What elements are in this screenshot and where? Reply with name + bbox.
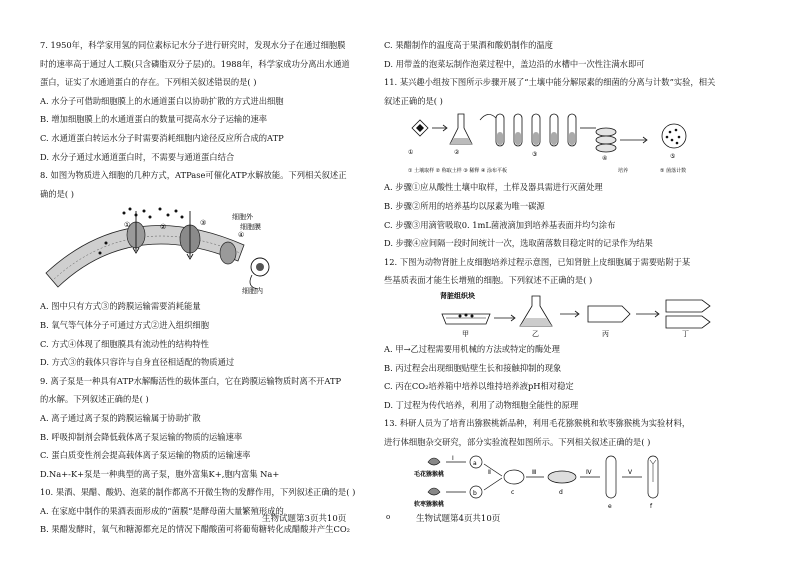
q7-line: 时的速率高于通过人工膜(只含磷脂双分子层)的。1988年，科学家成功分离出水通道	[40, 58, 350, 69]
soil-steps-diagram	[384, 110, 756, 178]
q11-stem: 叙述正确的是( )	[384, 95, 443, 106]
q8-option-c: C. 方式④体现了细胞膜具有流动性的结构特性	[40, 338, 209, 349]
caption-right: ⑤ 菌落计数	[660, 168, 687, 175]
q10-stem: 10. 果酒、果醋、酸奶、泡菜的制作都离不开微生物的发酵作用，下列叙述正确的是( )	[40, 487, 356, 498]
q12-stem: 些基质表面才能生长增殖的细胞。下列叙述不正确的是( )	[384, 275, 593, 286]
dish-d: d	[559, 488, 563, 496]
plant-1-label: 毛花猕猴桃	[414, 470, 445, 478]
q11-stem: 11. 某兴趣小组按下图所示步骤开展了“土壤中能分解尿素的细菌的分离与计数”实验，相关	[384, 77, 716, 88]
question-9	[40, 372, 392, 484]
q7-line: 蛋白，证实了水通道蛋白的存在。下列相关叙述错误的是( )	[40, 77, 257, 88]
circled-2: ②	[160, 223, 167, 232]
q10-option-d: D. 用带盖的泡菜坛制作泡菜过程中，盖边沿的水槽中一次性注满水即可	[384, 58, 645, 69]
q12-option-a: A. 甲→乙过程需要用机械的方法或特定的酶处理	[384, 343, 560, 354]
step-roman-2: Ⅱ	[488, 468, 491, 476]
question-12	[384, 253, 756, 415]
q9-stem: 的水解。下列叙述正确的是( )	[40, 394, 149, 405]
label-membrane: 细胞膜	[240, 223, 261, 232]
cell-b: b	[473, 489, 477, 497]
q11-option-c: C. 步骤③用滴管吸取0. 1mL菌液滴加到培养基表面并均匀涂布	[384, 219, 616, 230]
question-7	[40, 36, 392, 166]
q10-option-c: C. 果醋制作的温度高于果酒和酸奶制作的温度	[384, 40, 553, 50]
tube-e: e	[608, 502, 612, 510]
tissue-label: 肾脏组织块	[440, 291, 475, 300]
q7-option-a: A. 水分子可借助细胞膜上的水通道蛋白以协助扩散的方式进出细胞	[40, 95, 284, 106]
q11-option-a: A. 步骤①应从酸性土壤中取样，土样及器具需进行灭菌处理	[384, 182, 603, 193]
step-4: ④	[602, 155, 608, 163]
q12-option-b: B. 丙过程会出现细胞贴壁生长和接触抑制的现象	[384, 362, 562, 373]
q7-option-c: C. 水通道蛋白转运水分子时需要消耗细胞内途径反应所合成的ATP	[40, 132, 284, 143]
soil-bacteria-figure	[384, 110, 756, 178]
cell-c: c	[511, 488, 515, 496]
cell-culture-diagram	[384, 290, 756, 340]
q10-option-a: A. 在家庭中制作的果酒表面形成的“菌膜”是酵母菌大量繁殖形成的	[40, 505, 284, 516]
cell-culture-figure	[384, 290, 756, 340]
circled-3: ③	[200, 219, 207, 228]
label-jia: 甲	[462, 329, 469, 338]
q7-line: 7. 1950年，科学家用氢的同位素标记水分子进行研究时，发现水分子在通过细胞膜	[40, 40, 346, 50]
step-roman-5: Ⅴ	[628, 468, 633, 476]
step-roman-4: Ⅳ	[586, 468, 592, 476]
step-3: ③	[532, 151, 538, 159]
step-1: ①	[408, 149, 414, 157]
q12-option-c: C. 丙在CO₂培养箱中培养以维持培养液pH相对稳定	[384, 381, 574, 392]
footer-left-page-number: 生物试题第3页共10页	[262, 514, 347, 524]
hybrid-flow-diagram	[384, 452, 756, 512]
footer-right-page-number: 生物试题第4页共10页	[416, 514, 501, 524]
step-roman-1: Ⅰ	[452, 454, 454, 462]
q8-option-b: B. 氧气等气体分子可通过方式②进入组织细胞	[40, 319, 210, 330]
q12-option-d: D. 丁过程为传代培养，利用了动物细胞全能性的原理	[384, 399, 579, 410]
q8-option-d: D. 方式③的载体只容许与自身直径相适配的物质通过	[40, 357, 235, 368]
q11-option-d: D. 步骤④应间隔一段时间统计一次，选取菌落数目稳定时的记录作为结果	[384, 238, 653, 249]
circled-1: ①	[124, 221, 131, 230]
q8-stem: 8. 如图为物质进入细胞的几种方式，ATPase可催化ATP水解放能。下列相关叙述正	[40, 170, 347, 181]
cell-a: a	[473, 459, 477, 467]
label-inside: 细胞内	[242, 287, 263, 296]
caption-mid: 培养	[618, 168, 629, 175]
q9-option-b: B. 呼吸抑制剂会降低载体离子泵运输的物质的运输速率	[40, 431, 243, 442]
step-roman-3: Ⅲ	[532, 468, 537, 476]
q9-option-d: D.Na+-K+泵是一种典型的离子泵，胞外富集K+,胞内富集 Na+	[40, 468, 280, 479]
left-page	[40, 36, 392, 539]
q13-stem: 13. 科研人员为了培育出猕猴桃新品种，利用毛花猕猴桃和软枣猕猴桃为实验材料，	[384, 418, 691, 429]
step-5: ⑤	[670, 153, 676, 161]
q8-stem: 确的是( )	[40, 188, 75, 199]
q9-option-a: A. 离子通过离子泵的跨膜运输属于协助扩散	[40, 412, 201, 423]
footer-dot: o	[386, 513, 391, 521]
label-ding: 丁	[682, 329, 689, 338]
somatic-hybrid-figure	[384, 452, 756, 512]
label-yi: 乙	[532, 329, 539, 338]
question-8	[40, 166, 392, 372]
plant-2-label: 软枣猕猴桃	[414, 500, 445, 508]
q9-stem: 9. 离子泵是一种具有ATP水解酶活性的载体蛋白，它在跨膜运输物质时离不开ATP	[40, 375, 342, 386]
q11-option-b: B. 步骤②所用的培养基均以尿素为唯一碳源	[384, 200, 545, 211]
tube-f: f	[650, 502, 653, 510]
right-page	[384, 36, 756, 512]
q9-option-c: C. 蛋白质变性剂会提高载体离子泵运输的物质的运输速率	[40, 450, 251, 461]
q8-option-a: A. 图中只有方式③的跨膜运输需要消耗能量	[40, 301, 201, 312]
membrane-transport-figure	[40, 203, 392, 297]
q12-stem: 12. 下图为动物肾脏上皮细胞培养过程示意图，已知肾脏上皮细胞属于需要贴附于某	[384, 256, 691, 267]
circled-4: ④	[238, 231, 245, 240]
question-11	[384, 73, 756, 253]
q7-option-b: B. 增加细胞膜上的水通道蛋白的数量可提高水分子运输的速率	[40, 114, 268, 125]
membrane-diagram	[40, 203, 392, 297]
q7-option-d: D. 水分子通过水通道蛋白时，不需要与通道蛋白结合	[40, 151, 235, 162]
caption-left: ① 土壤取样 ② 称取土样 ③ 稀释 ④ 涂布平板	[408, 168, 508, 175]
step-2: ②	[454, 149, 460, 157]
label-bing: 丙	[602, 329, 609, 338]
label-outside: 细胞外	[232, 213, 253, 222]
question-13	[384, 414, 756, 511]
q10-option-b: B. 果醋发酵时，氧气和糖源都充足的情况下醋酸菌可将葡萄糖转化成醋酸并产生CO₂	[40, 524, 350, 535]
q13-stem: 进行体细胞杂交研究，部分实验流程如图所示。下列相关叙述正确的是( )	[384, 436, 651, 447]
